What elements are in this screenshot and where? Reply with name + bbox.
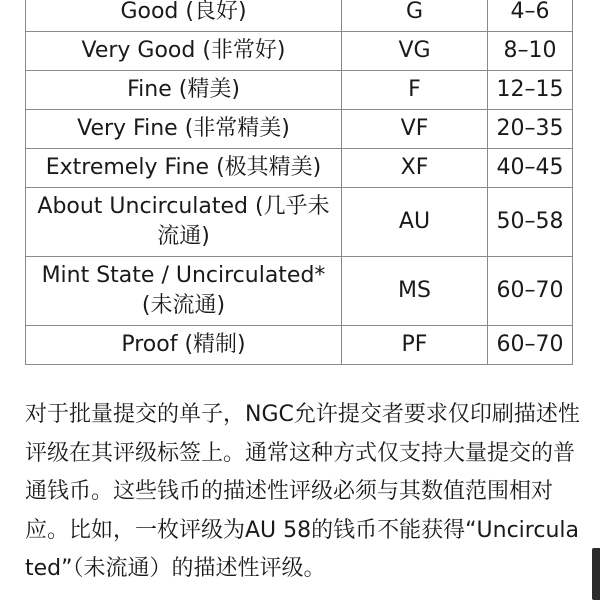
grade-range-cell: 60–70 bbox=[488, 257, 573, 326]
grade-range-cell: 50–58 bbox=[488, 188, 573, 257]
grade-abbr-cell: F bbox=[342, 71, 488, 110]
descriptive-grade-paragraph: 对于批量提交的单子，NGC允许提交者要求仅印刷描述性评级在其评级标签上。通常这种方式仅支持大量提交的普通钱币。这些钱币的描述性评级必须与其数值范围相对应。比如，一枚评级为AU 58的钱币不能获得“Uncirculated”（未流通）的描述性评级。 bbox=[25, 402, 580, 581]
grade-range-cell: 4–6 bbox=[488, 0, 573, 32]
table-row bbox=[26, 110, 573, 149]
table-row bbox=[26, 71, 573, 110]
table-row bbox=[26, 0, 573, 32]
grade-range-cell: 60–70 bbox=[488, 326, 573, 365]
grade-abbr-cell: VG bbox=[342, 32, 488, 71]
grade-name-cell: Good (良好) bbox=[26, 0, 342, 32]
grade-table-body bbox=[26, 0, 573, 365]
table-row bbox=[26, 257, 573, 326]
grade-abbr-cell: G bbox=[342, 0, 488, 32]
table-row bbox=[26, 149, 573, 188]
grade-name-cell: About Uncirculated (几乎未流通) bbox=[26, 188, 342, 257]
grade-abbr-cell: XF bbox=[342, 149, 488, 188]
scrollbar-thumb[interactable] bbox=[592, 548, 600, 600]
grade-abbr-cell: AU bbox=[342, 188, 488, 257]
grade-range-cell: 20–35 bbox=[488, 110, 573, 149]
grade-range-cell: 40–45 bbox=[488, 149, 573, 188]
grade-table bbox=[25, 0, 573, 365]
table-row bbox=[26, 32, 573, 71]
grade-range-cell: 12–15 bbox=[488, 71, 573, 110]
grade-name-cell: Fine (精美) bbox=[26, 71, 342, 110]
table-row bbox=[26, 326, 573, 365]
grade-abbr-cell: VF bbox=[342, 110, 488, 149]
grade-name-cell: Very Good (非常好) bbox=[26, 32, 342, 71]
grade-name-cell: Proof (精制) bbox=[26, 326, 342, 365]
grade-name-cell: Very Fine (非常精美) bbox=[26, 110, 342, 149]
table-row bbox=[26, 188, 573, 257]
grade-abbr-cell: PF bbox=[342, 326, 488, 365]
grade-name-cell: Extremely Fine (极其精美) bbox=[26, 149, 342, 188]
grade-name-cell: Mint State / Uncirculated* (未流通) bbox=[26, 257, 342, 326]
grade-range-cell: 8–10 bbox=[488, 32, 573, 71]
grade-abbr-cell: MS bbox=[342, 257, 488, 326]
